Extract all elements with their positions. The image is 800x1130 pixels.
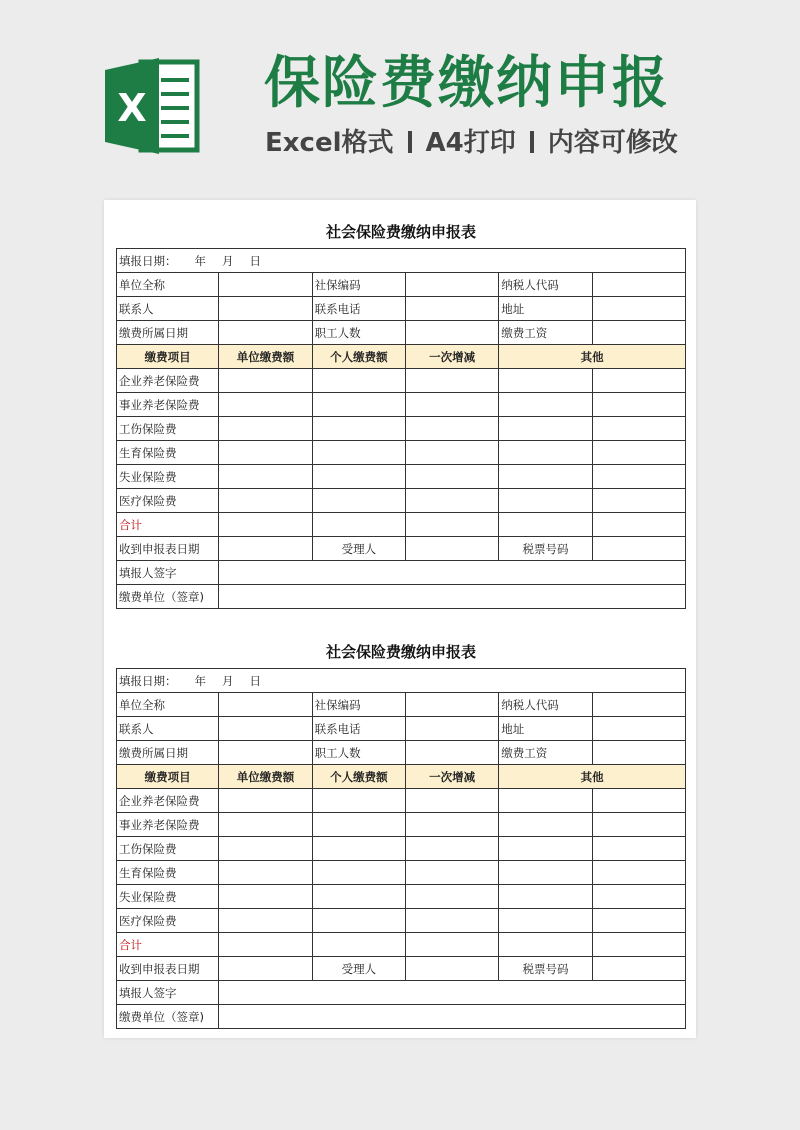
tax-invoice-label: 税票号码	[499, 537, 592, 561]
data-cell[interactable]	[219, 369, 312, 393]
form-title: 社会保险费缴纳申报表	[325, 223, 476, 241]
phone-label: 联系电话	[312, 297, 405, 321]
table-row	[117, 885, 686, 909]
data-cell[interactable]	[219, 789, 312, 813]
data-cell[interactable]	[405, 513, 498, 537]
contact-value[interactable]	[219, 297, 312, 321]
phone-label: 联系电话	[312, 717, 405, 741]
data-cell[interactable]	[312, 489, 405, 513]
item-label: 生育保险费	[117, 861, 219, 885]
period-label: 缴费所属日期	[117, 321, 219, 345]
divider-bar	[408, 131, 412, 153]
data-cell[interactable]	[405, 861, 498, 885]
social-code-label: 社保编码	[312, 693, 405, 717]
data-cell[interactable]	[592, 909, 685, 933]
table-row	[117, 789, 686, 813]
handler-value[interactable]	[405, 957, 498, 981]
data-cell[interactable]	[499, 393, 592, 417]
data-cell[interactable]	[405, 933, 498, 957]
unit-name-label: 单位全称	[117, 693, 219, 717]
staff-count-value[interactable]	[405, 321, 498, 345]
item-label: 生育保险费	[117, 441, 219, 465]
page-subtitle	[265, 126, 678, 160]
excel-icon	[103, 56, 203, 156]
wage-base-label: 缴费工资	[499, 321, 592, 345]
seal-row	[117, 1005, 686, 1029]
tax-invoice-value[interactable]	[592, 537, 685, 561]
item-label: 工伤保险费	[117, 417, 219, 441]
subtitle-edit: 内容可修改	[547, 128, 678, 158]
info-row	[117, 741, 686, 765]
period-value[interactable]	[219, 321, 312, 345]
col-personal-amount: 个人缴费额	[312, 765, 405, 789]
data-cell[interactable]	[499, 369, 592, 393]
col-adjustment: 一次增减	[405, 765, 498, 789]
filler-signature-value[interactable]	[219, 561, 686, 585]
tax-invoice-value[interactable]	[592, 957, 685, 981]
info-row	[117, 297, 686, 321]
data-cell[interactable]	[405, 909, 498, 933]
unit-seal-label: 缴费单位（签章)	[117, 585, 219, 609]
info-row	[117, 717, 686, 741]
data-cell[interactable]	[592, 369, 685, 393]
period-value[interactable]	[219, 741, 312, 765]
data-cell[interactable]	[405, 465, 498, 489]
signature-row	[117, 981, 686, 1005]
address-value[interactable]	[592, 717, 685, 741]
col-personal-amount: 个人缴费额	[312, 345, 405, 369]
day-label: 日	[249, 253, 261, 268]
table-row	[117, 861, 686, 885]
handler-label: 受理人	[312, 537, 405, 561]
item-label: 失业保险费	[117, 465, 219, 489]
col-other: 其他	[499, 765, 686, 789]
subtitle-print: A4打印	[425, 128, 516, 158]
data-cell[interactable]	[312, 369, 405, 393]
data-cell[interactable]	[499, 933, 592, 957]
data-cell[interactable]	[592, 489, 685, 513]
date-row	[117, 669, 686, 693]
month-label: 月	[222, 673, 234, 688]
data-cell[interactable]	[312, 465, 405, 489]
taxpayer-code-label: 纳税人代码	[499, 273, 592, 297]
unit-seal-label: 缴费单位（签章)	[117, 1005, 219, 1029]
data-cell[interactable]	[499, 885, 592, 909]
fill-date-cell[interactable]	[117, 669, 686, 693]
item-label: 医疗保险费	[117, 489, 219, 513]
item-label: 事业养老保险费	[117, 813, 219, 837]
staff-count-value[interactable]	[405, 741, 498, 765]
data-cell[interactable]	[219, 885, 312, 909]
taxpayer-code-value[interactable]	[592, 693, 685, 717]
data-cell[interactable]	[312, 441, 405, 465]
data-cell[interactable]	[219, 513, 312, 537]
data-cell[interactable]	[312, 513, 405, 537]
item-label: 企业养老保险费	[117, 369, 219, 393]
table-row	[117, 369, 686, 393]
contact-value[interactable]	[219, 717, 312, 741]
data-cell[interactable]	[499, 417, 592, 441]
data-cell[interactable]	[592, 393, 685, 417]
document-page	[104, 200, 696, 1038]
item-label: 医疗保险费	[117, 909, 219, 933]
social-code-value[interactable]	[405, 693, 498, 717]
staff-count-label: 职工人数	[312, 321, 405, 345]
data-cell[interactable]	[405, 393, 498, 417]
fill-date-label: 填报日期：	[119, 673, 177, 688]
received-date-label: 收到申报表日期	[117, 957, 219, 981]
table-row	[117, 441, 686, 465]
table-row	[117, 837, 686, 861]
fill-date-cell[interactable]	[117, 249, 686, 273]
social-code-label: 社保编码	[312, 273, 405, 297]
logo-letter: X	[117, 86, 147, 130]
data-cell[interactable]	[312, 789, 405, 813]
data-cell[interactable]	[592, 885, 685, 909]
address-label: 地址	[499, 297, 592, 321]
form-table	[116, 668, 686, 1029]
data-cell[interactable]	[312, 813, 405, 837]
staff-count-label: 职工人数	[312, 741, 405, 765]
data-cell[interactable]	[219, 465, 312, 489]
receipt-row	[117, 537, 686, 561]
data-cell[interactable]	[499, 837, 592, 861]
insurance-form	[116, 216, 686, 609]
total-label: 合计	[117, 933, 219, 957]
year-label: 年	[194, 253, 206, 268]
address-label: 地址	[499, 717, 592, 741]
data-cell[interactable]	[219, 393, 312, 417]
table-row	[117, 465, 686, 489]
data-cell[interactable]	[592, 789, 685, 813]
data-cell[interactable]	[499, 813, 592, 837]
unit-name-label: 单位全称	[117, 273, 219, 297]
data-cell[interactable]	[312, 393, 405, 417]
unit-seal-value[interactable]	[219, 1005, 686, 1029]
data-cell[interactable]	[219, 417, 312, 441]
contact-label: 联系人	[117, 297, 219, 321]
data-cell[interactable]	[592, 513, 685, 537]
col-adjustment: 一次增减	[405, 345, 498, 369]
table-row	[117, 813, 686, 837]
filler-signature-value[interactable]	[219, 981, 686, 1005]
wage-base-label: 缴费工资	[499, 741, 592, 765]
col-unit-amount: 单位缴费额	[219, 765, 312, 789]
data-cell[interactable]	[405, 837, 498, 861]
col-item: 缴费项目	[117, 345, 219, 369]
info-row	[117, 693, 686, 717]
fill-date-label: 填报日期：	[119, 253, 177, 268]
data-cell[interactable]	[219, 489, 312, 513]
data-cell[interactable]	[499, 909, 592, 933]
data-cell[interactable]	[219, 909, 312, 933]
col-unit-amount: 单位缴费额	[219, 345, 312, 369]
data-cell[interactable]	[219, 933, 312, 957]
divider-bar	[530, 131, 534, 153]
item-label: 失业保险费	[117, 885, 219, 909]
data-cell[interactable]	[592, 861, 685, 885]
data-cell[interactable]	[499, 465, 592, 489]
receipt-row	[117, 957, 686, 981]
insurance-form	[116, 636, 686, 1029]
filler-signature-label: 填报人签字	[117, 981, 219, 1005]
unit-name-value[interactable]	[219, 693, 312, 717]
data-cell[interactable]	[592, 837, 685, 861]
day-label: 日	[249, 673, 261, 688]
data-cell[interactable]	[405, 813, 498, 837]
seal-row	[117, 585, 686, 609]
col-other: 其他	[499, 345, 686, 369]
contact-label: 联系人	[117, 717, 219, 741]
table-row	[117, 489, 686, 513]
info-row	[117, 273, 686, 297]
header	[0, 0, 800, 200]
item-label: 工伤保险费	[117, 837, 219, 861]
data-cell[interactable]	[219, 861, 312, 885]
info-row	[117, 321, 686, 345]
received-date-label: 收到申报表日期	[117, 537, 219, 561]
address-value[interactable]	[592, 297, 685, 321]
phone-value[interactable]	[405, 717, 498, 741]
taxpayer-code-label: 纳税人代码	[499, 693, 592, 717]
table-row	[117, 393, 686, 417]
total-row	[117, 933, 686, 957]
data-cell[interactable]	[499, 861, 592, 885]
data-cell[interactable]	[405, 417, 498, 441]
data-cell[interactable]	[592, 465, 685, 489]
form-title: 社会保险费缴纳申报表	[325, 643, 476, 661]
column-header-row	[117, 345, 686, 369]
tax-invoice-label: 税票号码	[499, 957, 592, 981]
handler-label: 受理人	[312, 957, 405, 981]
data-cell[interactable]	[312, 861, 405, 885]
taxpayer-code-value[interactable]	[592, 273, 685, 297]
year-label: 年	[194, 673, 206, 688]
subtitle-format: Excel格式	[265, 128, 394, 158]
data-cell[interactable]	[592, 441, 685, 465]
received-date-value[interactable]	[219, 537, 312, 561]
data-cell[interactable]	[219, 837, 312, 861]
data-cell[interactable]	[312, 909, 405, 933]
filler-signature-label: 填报人签字	[117, 561, 219, 585]
period-label: 缴费所属日期	[117, 741, 219, 765]
data-cell[interactable]	[405, 489, 498, 513]
data-cell[interactable]	[405, 441, 498, 465]
signature-row	[117, 561, 686, 585]
column-header-row	[117, 765, 686, 789]
data-cell[interactable]	[312, 417, 405, 441]
table-row	[117, 909, 686, 933]
wage-base-value[interactable]	[592, 741, 685, 765]
data-cell[interactable]	[219, 813, 312, 837]
data-cell[interactable]	[312, 885, 405, 909]
social-code-value[interactable]	[405, 273, 498, 297]
data-cell[interactable]	[592, 933, 685, 957]
total-row	[117, 513, 686, 537]
data-cell[interactable]	[592, 417, 685, 441]
unit-seal-value[interactable]	[219, 585, 686, 609]
table-row	[117, 417, 686, 441]
total-label: 合计	[117, 513, 219, 537]
item-label: 事业养老保险费	[117, 393, 219, 417]
data-cell[interactable]	[405, 369, 498, 393]
data-cell[interactable]	[219, 441, 312, 465]
form-table	[116, 248, 686, 609]
handler-value[interactable]	[405, 537, 498, 561]
data-cell[interactable]	[499, 489, 592, 513]
phone-value[interactable]	[405, 297, 498, 321]
col-item: 缴费项目	[117, 765, 219, 789]
date-row	[117, 249, 686, 273]
data-cell[interactable]	[405, 789, 498, 813]
received-date-value[interactable]	[219, 957, 312, 981]
data-cell[interactable]	[312, 933, 405, 957]
data-cell[interactable]	[592, 813, 685, 837]
month-label: 月	[222, 253, 234, 268]
item-label: 企业养老保险费	[117, 789, 219, 813]
wage-base-value[interactable]	[592, 321, 685, 345]
unit-name-value[interactable]	[219, 273, 312, 297]
data-cell[interactable]	[499, 441, 592, 465]
data-cell[interactable]	[499, 513, 592, 537]
page-title: 保险费缴纳申报	[264, 51, 670, 116]
data-cell[interactable]	[405, 885, 498, 909]
data-cell[interactable]	[499, 789, 592, 813]
data-cell[interactable]	[312, 837, 405, 861]
